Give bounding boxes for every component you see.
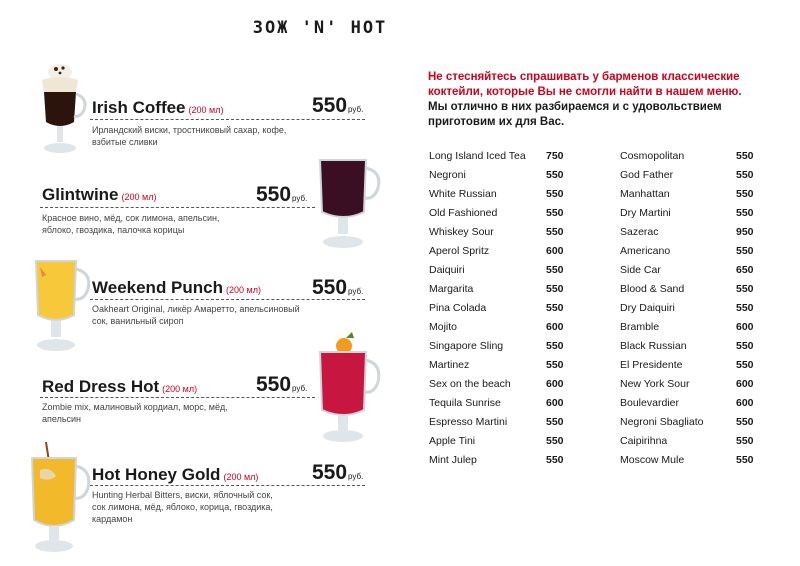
classics-left-column <box>429 148 569 471</box>
drink-description: Oakheart Original, ликёр Амаретто, апельсиновый сок, ванильный сироп <box>92 304 300 326</box>
list-item <box>620 338 760 357</box>
list-item <box>620 148 760 167</box>
cocktail-price: 550 <box>736 454 754 466</box>
currency-label: руб. <box>292 384 308 393</box>
drink-price <box>256 373 307 397</box>
list-item <box>620 224 760 243</box>
cocktail-price: 550 <box>546 207 564 219</box>
cocktail-price: 550 <box>546 359 564 371</box>
cocktail-name: Blood & Sand <box>620 283 685 295</box>
drink-price <box>312 276 363 300</box>
drink-name <box>42 377 197 397</box>
drink-price-value: 550 <box>256 373 292 396</box>
list-item <box>429 357 569 376</box>
list-item <box>429 300 569 319</box>
list-item <box>620 376 760 395</box>
cocktail-price: 550 <box>546 454 564 466</box>
cocktail-name: White Russian <box>429 188 497 200</box>
cocktail-price: 550 <box>546 188 564 200</box>
list-item <box>429 224 569 243</box>
cocktail-price: 550 <box>736 340 754 352</box>
list-item <box>620 300 760 319</box>
cocktail-name: Sex on the beach <box>429 378 511 390</box>
cocktail-name: Martinez <box>429 359 470 371</box>
cocktail-price: 550 <box>736 188 754 200</box>
drink-name-text: Weekend Punch <box>92 278 223 297</box>
cocktail-price: 550 <box>736 359 754 371</box>
cocktail-price: 950 <box>736 226 754 238</box>
cocktail-name: New York Sour <box>620 378 690 390</box>
list-item <box>620 452 760 471</box>
cocktail-price: 550 <box>546 283 564 295</box>
drink-name-text: Glintwine <box>42 185 119 204</box>
cocktail-price: 550 <box>736 435 754 447</box>
cocktail-name: Apple Tini <box>429 435 476 447</box>
cocktail-name: Mojito <box>429 321 458 333</box>
drink-description: Ирландский виски, тростниковый сахар, кофе, взбитые сливки <box>92 125 287 147</box>
cocktail-price: 550 <box>546 340 564 352</box>
drink-price <box>256 183 307 207</box>
list-item <box>429 414 569 433</box>
weekend-punch-glass-image <box>30 253 94 358</box>
list-item <box>429 433 569 452</box>
list-item <box>429 262 569 281</box>
list-item <box>620 395 760 414</box>
list-item <box>429 205 569 224</box>
list-item <box>429 243 569 262</box>
dashed-divider <box>40 397 315 398</box>
menu-title: ЗОЖ 'N' HOT <box>252 18 388 38</box>
drink-name-text: Irish Coffee <box>92 98 186 117</box>
list-item <box>429 148 569 167</box>
cocktail-name: Manhattan <box>620 188 670 200</box>
cocktail-name: God Father <box>620 169 674 181</box>
cocktail-name: Sazerac <box>620 226 659 238</box>
drink-name-text: Hot Honey Gold <box>92 465 221 484</box>
drink-name <box>92 465 258 485</box>
drink-name <box>42 185 156 205</box>
list-item <box>620 433 760 452</box>
list-item <box>620 167 760 186</box>
list-item <box>620 319 760 338</box>
drink-name <box>92 98 223 118</box>
dashed-divider <box>40 207 315 208</box>
cocktail-price: 550 <box>546 226 564 238</box>
currency-label: руб. <box>348 287 364 296</box>
list-item <box>429 167 569 186</box>
hot-honey-gold-glass-image <box>26 440 94 558</box>
cocktail-price: 550 <box>546 169 564 181</box>
cocktail-name: Moscow Mule <box>620 454 685 466</box>
cocktail-price: 550 <box>736 169 754 181</box>
cocktail-price: 550 <box>546 264 564 276</box>
cocktail-price: 550 <box>736 283 754 295</box>
list-item <box>620 243 760 262</box>
classics-right-column <box>620 148 760 471</box>
list-item <box>620 357 760 376</box>
cocktail-name: Mint Julep <box>429 454 477 466</box>
cocktail-name: Negroni <box>429 169 466 181</box>
cocktail-name: Americano <box>620 245 671 257</box>
cocktail-name: Black Russian <box>620 340 687 352</box>
cocktail-price: 600 <box>736 321 754 333</box>
cocktail-name: Singapore Sling <box>429 340 504 352</box>
cocktail-price: 550 <box>546 416 564 428</box>
list-item <box>429 186 569 205</box>
cocktail-name: Daiquiri <box>429 264 465 276</box>
cocktail-price: 550 <box>736 245 754 257</box>
dashed-divider <box>90 485 365 486</box>
drink-description: Красное вино, мёд, сок лимона, апельсин, яблоко, гвоздика, палочка корицы <box>42 213 220 235</box>
dashed-divider <box>90 299 365 300</box>
cocktail-price: 750 <box>546 150 564 162</box>
cocktail-price: 550 <box>546 435 564 447</box>
cocktail-price: 550 <box>736 302 754 314</box>
cocktail-name: Cosmopolitan <box>620 150 685 162</box>
cocktail-name: Whiskey Sour <box>429 226 494 238</box>
drink-volume: (200 мл) <box>121 192 157 202</box>
cocktail-price: 600 <box>546 397 564 409</box>
cocktail-price: 550 <box>546 302 564 314</box>
cocktail-price: 650 <box>736 264 754 276</box>
cocktail-name: Side Car <box>620 264 661 276</box>
drink-volume: (200 мл) <box>162 384 198 394</box>
cocktail-name: Aperol Spritz <box>429 245 490 257</box>
drink-price <box>312 94 363 118</box>
cocktail-name: Espresso Martini <box>429 416 508 428</box>
cocktail-name: Long Island Iced Tea <box>429 150 526 162</box>
cocktail-price: 550 <box>736 207 754 219</box>
drink-price-value: 550 <box>312 94 348 117</box>
list-item <box>429 338 569 357</box>
cocktail-price: 600 <box>546 321 564 333</box>
red-dress-hot-glass-image <box>310 330 386 448</box>
drink-price-value: 550 <box>256 183 292 206</box>
drink-price-value: 550 <box>312 461 348 484</box>
cocktail-name: Boulevardier <box>620 397 679 409</box>
intro-note-black: Мы отлично в них разбираемся и с удовольствием приготовим их для Вас. <box>428 101 722 128</box>
cocktail-name: Tequila Sunrise <box>429 397 501 409</box>
cocktail-name: Caipirihna <box>620 435 668 447</box>
list-item <box>429 452 569 471</box>
list-item <box>620 186 760 205</box>
list-item <box>429 395 569 414</box>
list-item <box>620 414 760 433</box>
list-item <box>429 376 569 395</box>
cocktail-price: 600 <box>546 378 564 390</box>
drink-price <box>312 461 363 485</box>
cocktail-name: Pina Colada <box>429 302 487 314</box>
cocktail-price: 600 <box>736 397 754 409</box>
currency-label: руб. <box>348 105 364 114</box>
list-item <box>429 319 569 338</box>
drink-volume: (200 мл) <box>226 285 261 295</box>
list-item <box>429 281 569 300</box>
cocktail-name: Margarita <box>429 283 474 295</box>
drink-description: Zombie mix, малиновый кордиал, морс, мёд, апельсин <box>42 402 228 424</box>
cocktail-name: Negroni Sbagliato <box>620 416 704 428</box>
cocktail-name: Old Fashioned <box>429 207 498 219</box>
intro-note-red: Не стесняйтесь спрашивать у барменов классические коктейли, которые Вы не смогли найти в нашем меню. <box>428 71 742 98</box>
cocktail-price: 550 <box>736 150 754 162</box>
cocktail-price: 600 <box>546 245 564 257</box>
currency-label: руб. <box>292 194 308 203</box>
drink-name-text: Red Dress Hot <box>42 377 160 396</box>
drink-volume: (200 мл) <box>188 105 224 115</box>
cocktail-name: Dry Daiquiri <box>620 302 675 314</box>
irish-coffee-glass-image <box>32 62 88 160</box>
dashed-divider <box>90 119 365 120</box>
cocktail-price: 600 <box>736 378 754 390</box>
cocktail-price: 550 <box>736 416 754 428</box>
drink-name <box>92 278 261 298</box>
cocktail-name: El Presidente <box>620 359 683 371</box>
drink-price-value: 550 <box>312 276 348 299</box>
list-item <box>620 262 760 281</box>
cocktail-name: Dry Martini <box>620 207 671 219</box>
glintwine-glass-image <box>312 150 384 255</box>
drink-description: Hunting Herbal Bitters, виски, яблочный сок, сок лимона, мёд, яблоко, корица, гвоздика, кардамон <box>92 490 273 524</box>
list-item <box>620 281 760 300</box>
drink-volume: (200 мл) <box>223 472 259 482</box>
list-item <box>620 205 760 224</box>
cocktail-name: Bramble <box>620 321 660 333</box>
currency-label: руб. <box>348 472 364 481</box>
